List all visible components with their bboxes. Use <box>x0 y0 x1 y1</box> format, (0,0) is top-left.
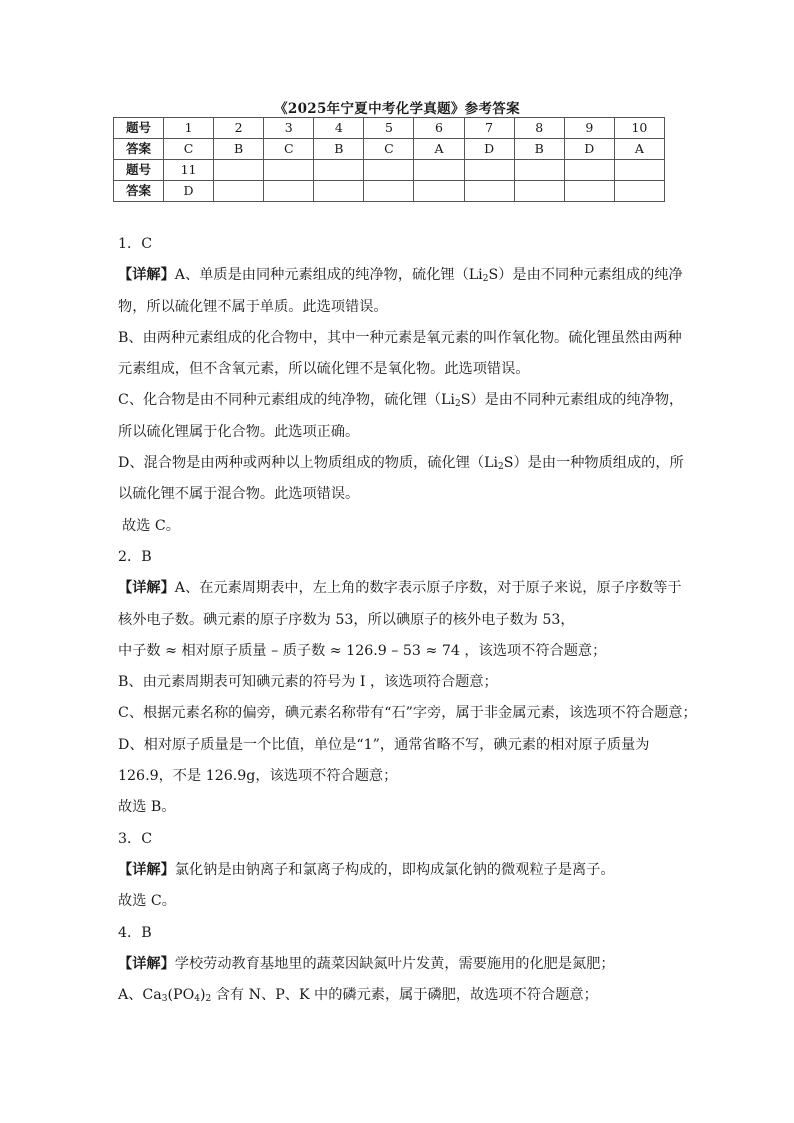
paragraph-line <box>118 260 683 291</box>
table-cell: B <box>514 139 564 160</box>
table-cell <box>264 181 314 202</box>
row-label-answer: 答案 <box>114 139 164 160</box>
paragraph-line <box>118 980 678 1011</box>
paragraph-line: 126.9，不是 126.9g，该选项不符合题意； <box>118 768 398 785</box>
table-cell: 6 <box>414 118 464 139</box>
detail-tag: 【详解】 <box>118 955 175 972</box>
table-cell <box>314 181 364 202</box>
table-cell: C <box>264 139 314 160</box>
paragraph-line <box>118 385 684 416</box>
subscript: 2 <box>205 994 212 1005</box>
paragraph-line: 以硫化锂不属于混合物。此选项错误。 <box>118 486 360 503</box>
table-cell: 7 <box>464 118 514 139</box>
subscript: 2 <box>482 274 489 285</box>
paragraph-line: 故选 C。 <box>122 517 180 534</box>
paragraph-line: 元素组成，但不含氧元素，所以硫化锂不是氧化物。此选项错误。 <box>118 361 530 378</box>
paragraph-line <box>118 573 682 604</box>
question-header: 1．C <box>118 236 153 252</box>
detail-tag: 【详解】 <box>118 267 175 284</box>
table-cell <box>414 160 464 181</box>
table-cell <box>614 160 664 181</box>
table-cell <box>514 160 564 181</box>
answer-table <box>113 117 665 202</box>
question-header: 3．C <box>118 830 153 847</box>
table-cell: D <box>464 139 514 160</box>
table-cell: 1 <box>164 118 214 139</box>
table-cell: 10 <box>614 118 664 139</box>
table-cell: A <box>414 139 464 160</box>
table-row <box>114 118 665 139</box>
table-cell: B <box>314 139 364 160</box>
table-cell <box>564 181 614 202</box>
subscript: 3 <box>161 994 168 1005</box>
page-title: 《2025年宁夏中考化学真题》参考答案 <box>274 101 520 117</box>
text-span: A、单质是由同种元素组成的纯净物，硫化锂（Li <box>174 267 483 284</box>
table-cell: D <box>564 139 614 160</box>
question-header: 4．B <box>118 924 152 941</box>
subscript: 4 <box>194 994 200 1005</box>
text-span: S）是由不同种元素组成的纯净物， <box>460 392 684 409</box>
paragraph-line: 核外电子数。碘元素的原子序数为 53，所以碘原子的核外电子数为 53， <box>118 611 575 628</box>
table-cell <box>364 181 414 202</box>
text-span: A、在元素周期表中，左上角的数字表示原子序数，对于原子来说，原子序数等于 <box>174 580 682 597</box>
table-cell: B <box>214 139 264 160</box>
paragraph-line <box>118 855 678 886</box>
table-cell <box>314 160 364 181</box>
table-cell: 11 <box>164 160 214 181</box>
table-cell: 5 <box>364 118 414 139</box>
table-cell: 9 <box>564 118 614 139</box>
paragraph-line: D、相对原子质量是一个比值，单位是“1”，通常省略不写，碘元素的相对原子质量为 <box>118 736 650 753</box>
text-span: 氯化钠是由钠离子和氯离子构成的，即构成氯化钠的微观粒子是离子。 <box>174 861 615 878</box>
table-cell <box>264 160 314 181</box>
text-span: S）是由不同种元素组成的纯净 <box>488 267 683 284</box>
paragraph-line: 故选 C。 <box>118 893 176 910</box>
table-cell <box>564 160 614 181</box>
detail-tag: 【详解】 <box>118 861 175 878</box>
paragraph-line <box>118 949 678 980</box>
table-cell <box>614 181 664 202</box>
paragraph-line: 物，所以硫化锂不属于单质。此选项错误。 <box>118 298 388 315</box>
table-cell <box>214 181 264 202</box>
table-row <box>114 160 665 181</box>
table-cell <box>514 181 564 202</box>
table-row <box>114 139 665 160</box>
paragraph-line: B、由两种元素组成的化合物中，其中一种元素是氧元素的叫作氧化物。硫化锂虽然由两种 <box>118 329 682 346</box>
table-cell: 2 <box>214 118 264 139</box>
answer-explanations <box>118 229 697 1011</box>
row-label-number: 题号 <box>114 118 164 139</box>
table-cell <box>464 160 514 181</box>
text-span: C、化合物是由不同种元素组成的纯净物，硫化锂（Li <box>118 392 455 409</box>
text-span: S）是由一种物质组成的，所 <box>503 455 684 472</box>
table-cell: 8 <box>514 118 564 139</box>
table-cell: A <box>614 139 664 160</box>
table-cell <box>214 160 264 181</box>
text-span: A、Ca <box>118 987 162 1004</box>
text-span: (PO <box>167 987 195 1004</box>
text-span: ) <box>199 987 206 1004</box>
table-row <box>114 181 665 202</box>
paragraph-line: 所以硫化锂属于化合物。此选项正确。 <box>118 423 360 440</box>
question-header: 2．B <box>118 548 152 565</box>
paragraph-line: C、根据元素名称的偏旁，碘元素名称带有“石”字旁，属于非金属元素，该选项不符合题意； <box>118 705 697 722</box>
table-cell: C <box>164 139 214 160</box>
text-span: 学校劳动教育基地里的蔬菜因缺氮叶片发黄，需要施用的化肥是氮肥； <box>174 955 615 972</box>
row-label-number: 题号 <box>114 160 164 181</box>
table-cell: 3 <box>264 118 314 139</box>
row-label-answer: 答案 <box>114 181 164 202</box>
text-span: D、混合物是由两种或两种以上物质组成的物质，硫化锂（Li <box>118 455 499 472</box>
table-cell: C <box>364 139 414 160</box>
table-cell <box>464 181 514 202</box>
paragraph-line: B、由元素周期表可知碘元素的符号为 I ，该选项符合题意； <box>118 674 498 691</box>
table-cell: 4 <box>314 118 364 139</box>
table-cell <box>414 181 464 202</box>
table-cell <box>364 160 414 181</box>
subscript: 2 <box>498 462 504 473</box>
paragraph-line <box>118 448 684 479</box>
table-cell: D <box>164 181 214 202</box>
detail-tag: 【详解】 <box>118 580 175 597</box>
subscript: 2 <box>454 399 461 410</box>
paragraph-line: 故选 B。 <box>118 799 176 816</box>
paragraph-line: 中子数 ≈ 相对原子质量 – 质子数 ≈ 126.9 – 53 ≈ 74 ，该选项不符合题意； <box>118 642 607 659</box>
text-span: 含有 N、P、K 中的磷元素，属于磷肥，故选项不符合题意； <box>211 987 598 1004</box>
